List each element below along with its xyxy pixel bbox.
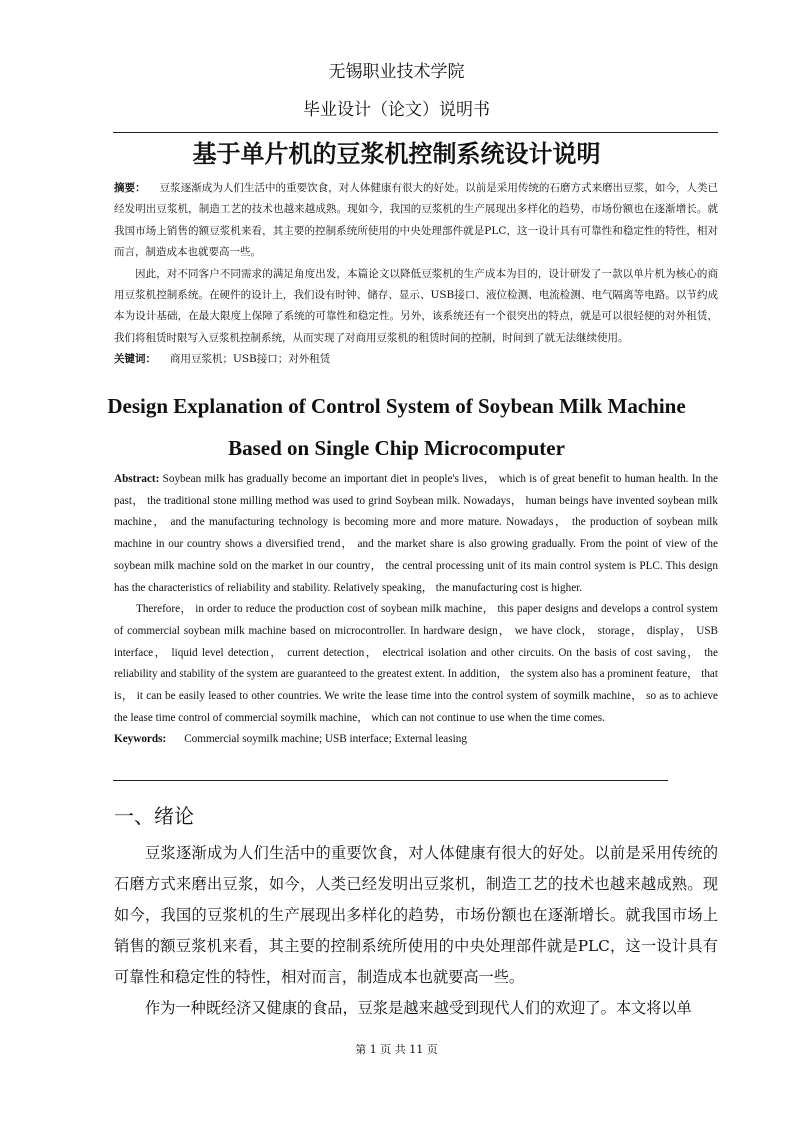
abstract-cn-text-1: 豆浆逐渐成为人们生活中的重要饮食，对人体健康有很大的好处。以前是采用传统的石磨方式来磨出豆浆，如今，人类已经发明出豆浆机，制造工艺的技术也越来越成熟。现如今，我国的豆浆机的生产展现出多样化的趋势，市场份额也在逐渐增长。就我国市场上销售的额豆浆机来看，其主要的控制系统所使用的中央处理部件就是PLC，这一设计具有可靠性和稳定性的特性，相对而言，制造成本也就要高一些。: [114, 182, 718, 259]
school-name: 无锡职业技术学院: [328, 62, 465, 82]
keywords-en-label: Keywords:: [114, 733, 167, 746]
header-divider: [113, 132, 718, 133]
keywords-cn-label: 关键词：: [114, 353, 156, 366]
abstract-chinese: [114, 178, 718, 371]
document-type: 毕业设计（论文）说明书: [303, 100, 490, 120]
abstract-cn-label: 摘要：: [114, 182, 146, 194]
section-body: [114, 838, 718, 1024]
abstract-en-label: Abstract:: [114, 473, 160, 485]
abstract-cn-paragraph-2: 因此，对不同客户不同需求的满足角度出发，本篇论文以降低豆浆机的生产成本为目的，设计研发了一款以单片机为核心的商用豆浆机控制系统。在硬件的设计上，我们设有时钟、储存、显示、USB接口、液位检测、电流检测、电气隔离等电路。以节约成本为设计基础，在最大限度上保障了系统的可靠性和稳定性。另外，该系统还有一个很突出的特点，就是可以很轻便的对外租赁，我们将租赁时限写入豆浆机控制系统，从而实现了对商用豆浆机的租赁时间的控制，时间到了就无法继续使用。: [114, 267, 718, 344]
section-heading: 一、绪论: [114, 804, 194, 828]
title-chinese: 基于单片机的豆浆机控制系统设计说明: [192, 140, 601, 168]
body-paragraph-2: 作为一种既经济又健康的食品，豆浆是越来越受到现代人们的欢迎了。本文将以单: [145, 999, 692, 1017]
title-english-line-1: Design Explanation of Control System of Soybean Milk Machine: [107, 394, 686, 418]
keywords-cn: [114, 349, 718, 370]
keywords-cn-text: 商用豆浆机；USB接口；对外租赁: [170, 353, 331, 366]
title-english-line-2: Based on Single Chip Microcomputer: [228, 436, 565, 460]
abstract-divider: [113, 780, 668, 781]
keywords-en: [114, 729, 718, 751]
abstract-cn-paragraph-1: [114, 178, 718, 264]
abstract-en-paragraph-1: [114, 469, 718, 599]
page-number: 第 1 页 共 11 页: [355, 1043, 438, 1056]
keywords-en-text: Commercial soymilk machine; USB interface; External leasing: [184, 733, 467, 746]
abstract-en-text-1: Soybean milk has gradually become an important diet in people's lives， which is of great benefit to human health. In the past， the traditional stone milling method was used to grind Soybean milk. Nowadays， human beings have invented soybean milk machine， and the manufacturing technology is becoming more and more mature. Nowadays， the production of soybean milk machine in our country shows a diversified trend， and the market share is also growing gradually. From the point of view of the soybean milk machine sold on the market in our country， the central processing unit of its main control system is PLC. This design has the characteristics of reliability and stability. Relatively speaking， the manufacturing cost is higher.: [114, 473, 719, 594]
body-paragraph-1: 豆浆逐渐成为人们生活中的重要饮食，对人体健康有很大的好处。以前是采用传统的石磨方式来磨出豆浆，如今，人类已经发明出豆浆机，制造工艺的技术也越来越成熟。现如今，我国的豆浆机的生产展现出多样化的趋势，市场份额也在逐渐增长。就我国市场上销售的额豆浆机来看，其主要的控制系统所使用的中央处理部件就是PLC，这一设计具有可靠性和稳定性的特性，相对而言，制造成本也就要高一些。: [114, 844, 718, 986]
abstract-english: [114, 469, 718, 751]
abstract-en-paragraph-2: Therefore， in order to reduce the production cost of soybean milk machine， this paper designs and develops a control system of commercial soybean milk machine based on microcontroller. In hardware design， we have clock， storage， display， USB interface， liquid level detection， current detection， electrical isolation and other circuits. On the basis of cost saving， the reliability and stability of the system are guaranteed to the greatest extent. In addition， the system also has a prominent feature， that is， it can be easily leased to other countries. We write the lease time into the control system of soymilk machine， so as to achieve the lease time control of commercial soymilk machine， which can not continue to use when the time comes.: [114, 603, 718, 724]
